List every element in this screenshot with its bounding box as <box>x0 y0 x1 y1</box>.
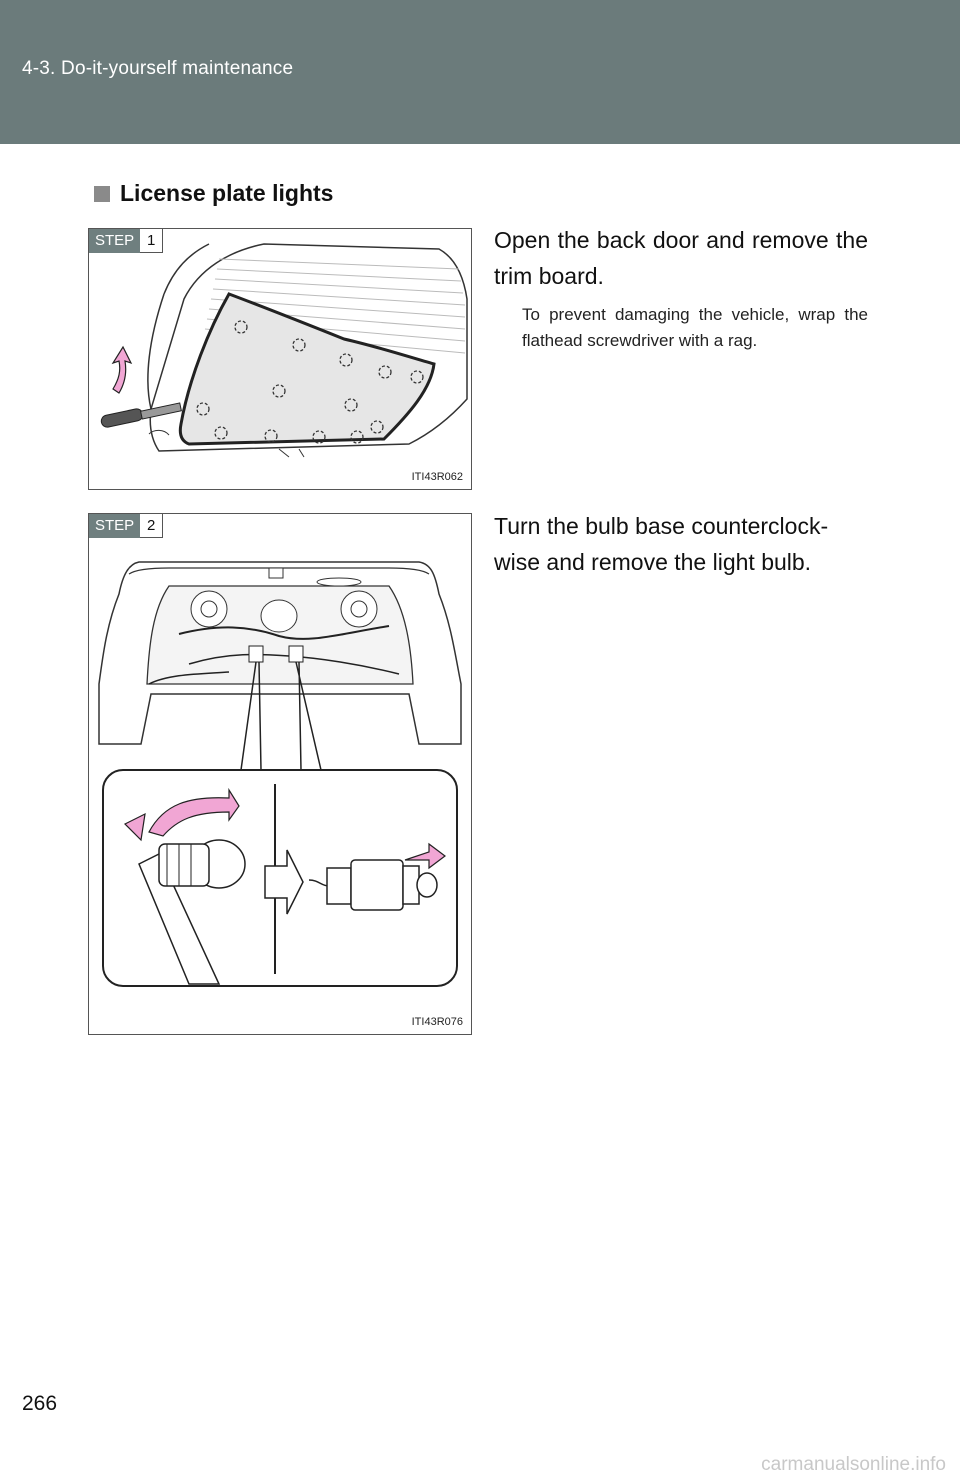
section-heading-text: License plate lights <box>120 180 334 206</box>
step2-figure-code: ITI43R076 <box>411 1016 463 1028</box>
step1-figure <box>88 228 472 490</box>
watermark: carmanualsonline.info <box>761 1454 946 1475</box>
page-number: 266 <box>22 1392 58 1415</box>
step1-figure-code: ITI43R062 <box>411 471 463 483</box>
page-header <box>0 0 960 144</box>
step1-note: To prevent damaging the vehicle, wrap the flathead screwdriver with a rag. <box>522 305 868 350</box>
step2-figure <box>88 513 472 1035</box>
section-heading <box>94 180 333 207</box>
step1-text: Open the back door and remove the trim board. <box>494 227 868 289</box>
bulb-removal-illustration <box>89 514 471 1034</box>
step2-text: Turn the bulb base counterclock-wise and remove the light bulb. <box>494 513 829 575</box>
square-bullet-icon <box>94 186 110 202</box>
step2-tag-number: 2 <box>140 514 163 538</box>
step2-tag <box>89 514 163 538</box>
step1-tag <box>89 229 163 253</box>
step2-tag-label: STEP <box>89 514 140 538</box>
header-title: 4-3. Do-it-yourself maintenance <box>22 58 294 79</box>
step1-tag-label: STEP <box>89 229 140 253</box>
step1-tag-number: 1 <box>140 229 163 253</box>
trim-board-illustration <box>89 229 471 489</box>
